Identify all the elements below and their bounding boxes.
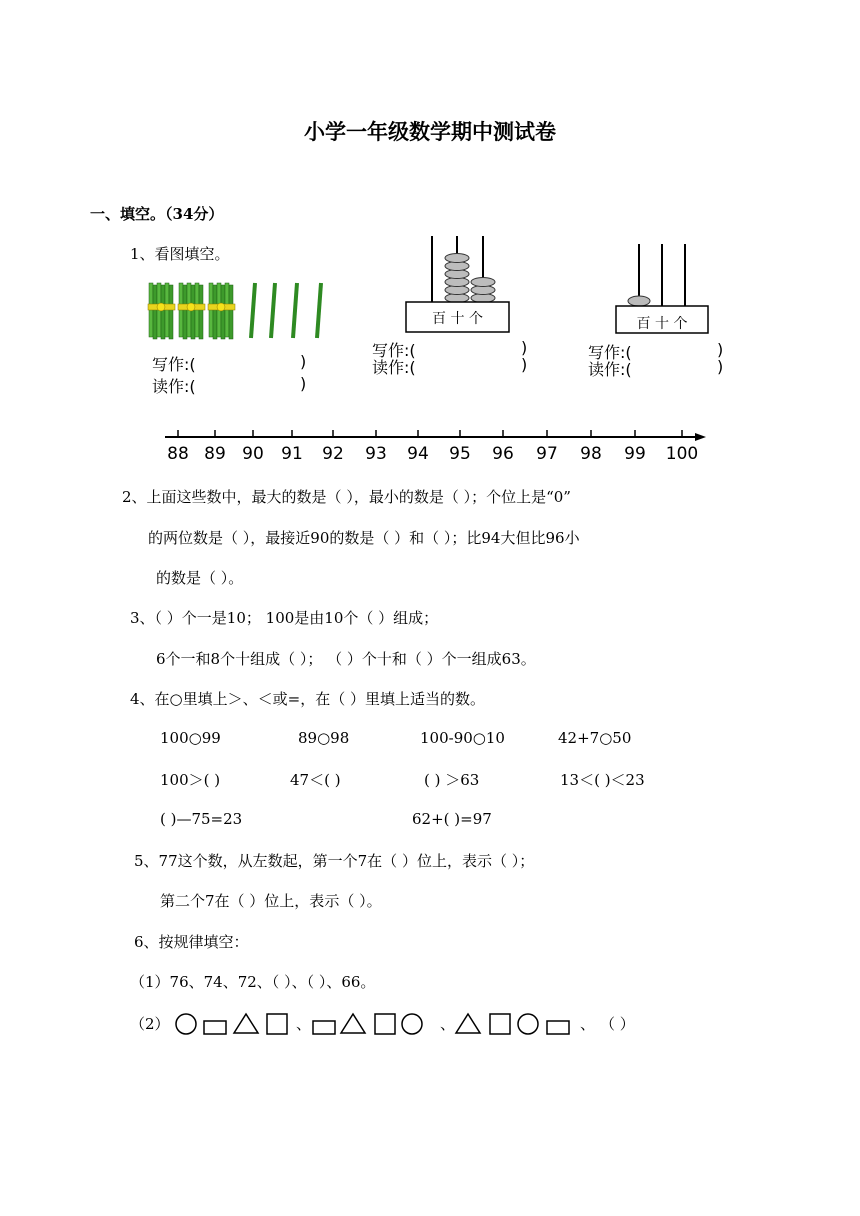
section-heading: 一、填空。（34分）: [90, 205, 224, 223]
number-line-label: 98: [580, 444, 602, 464]
abacus-1-write-close: ): [521, 338, 528, 357]
rectangle-shape: [547, 1021, 569, 1034]
question-6-part-2-label: （2）: [130, 1015, 170, 1033]
question-5-line-1: 5、77这个数，从左数起，第一个7在（ ）位上，表示（ ）；: [134, 852, 535, 870]
pattern-separator: 、: [440, 1015, 456, 1033]
single-stick-icon: [317, 283, 321, 338]
bundles-write-label: 写作:(: [152, 355, 196, 374]
question-5-line-2: 第二个7在（ ）位上，表示（ ）。: [160, 892, 382, 910]
single-stick-icon: [293, 283, 297, 338]
stick-bundle-icon: [178, 283, 205, 339]
abacus-1-read-label: 读作:(: [372, 358, 416, 377]
number-line-label: 100: [665, 444, 699, 464]
q4-item: 89○98: [298, 729, 350, 747]
triangle-shape: [341, 1014, 365, 1033]
pattern-separator: 、: [580, 1015, 596, 1033]
bundles-read-close: ): [300, 374, 307, 393]
number-line-label: 89: [204, 444, 226, 464]
stick-bundles-image: [145, 280, 335, 345]
number-line-label: 92: [322, 444, 344, 464]
number-line-label: 94: [407, 444, 429, 464]
bundles-read-label: 读作:(: [152, 377, 196, 396]
q4-item: 42+7○50: [558, 729, 632, 747]
number-line-label: 88: [167, 444, 189, 464]
pattern-answer-paren: （ ）: [600, 1015, 635, 1033]
number-line-label: 97: [536, 444, 558, 464]
question-2-line-2: 的两位数是（ ），最接近90的数是（ ）和（ ）；比94大但比96小: [148, 529, 580, 547]
question-2-line-1: 2、上面这些数中，最大的数是（ ），最小的数是（ ）；个位上是“0”: [122, 488, 571, 506]
pattern-separator: 、: [296, 1015, 312, 1033]
q4-item: 100＞( ): [160, 771, 221, 789]
square-shape: [375, 1014, 395, 1034]
stick-bundle-icon: [208, 283, 235, 339]
question-2-line-3: 的数是（ ）。: [156, 569, 244, 587]
q4-item: 100○99: [160, 729, 221, 747]
triangle-shape: [234, 1014, 258, 1033]
rectangle-shape: [313, 1021, 335, 1034]
q4-item: ( )—75=23: [160, 810, 243, 828]
question-1-label: 1、看图填空。: [130, 245, 230, 263]
abacus-1-write-label: 写作:(: [372, 341, 416, 360]
abacus-2-write-label: 写作:(: [588, 343, 632, 362]
abacus-2-write-close: ): [717, 340, 724, 359]
page-title: 小学一年级数学期中测试卷: [304, 119, 556, 144]
single-stick-icon: [251, 283, 255, 338]
question-4-label: 4、在○里填上＞、＜或=，在（ ）里填上适当的数。: [130, 690, 485, 708]
question-3-line-2: 6个一和8个十组成（ ）； （ ）个十和（ ）个一组成63。: [156, 650, 536, 668]
square-shape: [267, 1014, 287, 1034]
number-line-label: 95: [449, 444, 471, 464]
circle-shape: [176, 1014, 196, 1034]
question-6-label: 6、按规律填空：: [134, 933, 249, 951]
circle-shape: [402, 1014, 422, 1034]
stick-bundle-icon: [148, 283, 175, 339]
abacus-2-read-label: 读作:(: [588, 360, 632, 379]
question-6-part-1: （1）76、74、72、（ ）、（ ）、66。: [130, 973, 376, 991]
number-line-label: 96: [492, 444, 514, 464]
abacus-bead-icon: [471, 278, 495, 287]
square-shape: [490, 1014, 510, 1034]
abacus-1-place-labels: 百 十 个: [432, 311, 483, 327]
q4-item: 100-90○10: [420, 729, 505, 747]
bundles-write-close: ): [300, 352, 307, 371]
q4-item: 47＜( ): [290, 771, 341, 789]
number-line-label: 93: [365, 444, 387, 464]
abacus-2-place-labels: 百 十 个: [636, 316, 688, 332]
q4-item: 13＜( )＜23: [560, 771, 645, 789]
question-3-line-1: 3、（ ）个一是10； 100是由10个（ ）组成；: [130, 609, 439, 627]
rectangle-shape: [204, 1021, 226, 1034]
triangle-shape: [456, 1014, 480, 1033]
shape-pattern: [170, 1008, 580, 1040]
q4-item: 62+( )=97: [412, 810, 492, 828]
number-line-label: 91: [281, 444, 303, 464]
abacus-2-read-close: ): [717, 357, 724, 376]
q4-item: ( ) ＞63: [424, 771, 480, 789]
single-stick-icon: [271, 283, 275, 338]
circle-shape: [518, 1014, 538, 1034]
abacus-1-read-close: ): [521, 355, 528, 374]
number-line-label: 90: [242, 444, 264, 464]
abacus-bead-icon: [445, 254, 469, 263]
number-line-label: 99: [624, 444, 646, 464]
number-line: [160, 425, 720, 470]
